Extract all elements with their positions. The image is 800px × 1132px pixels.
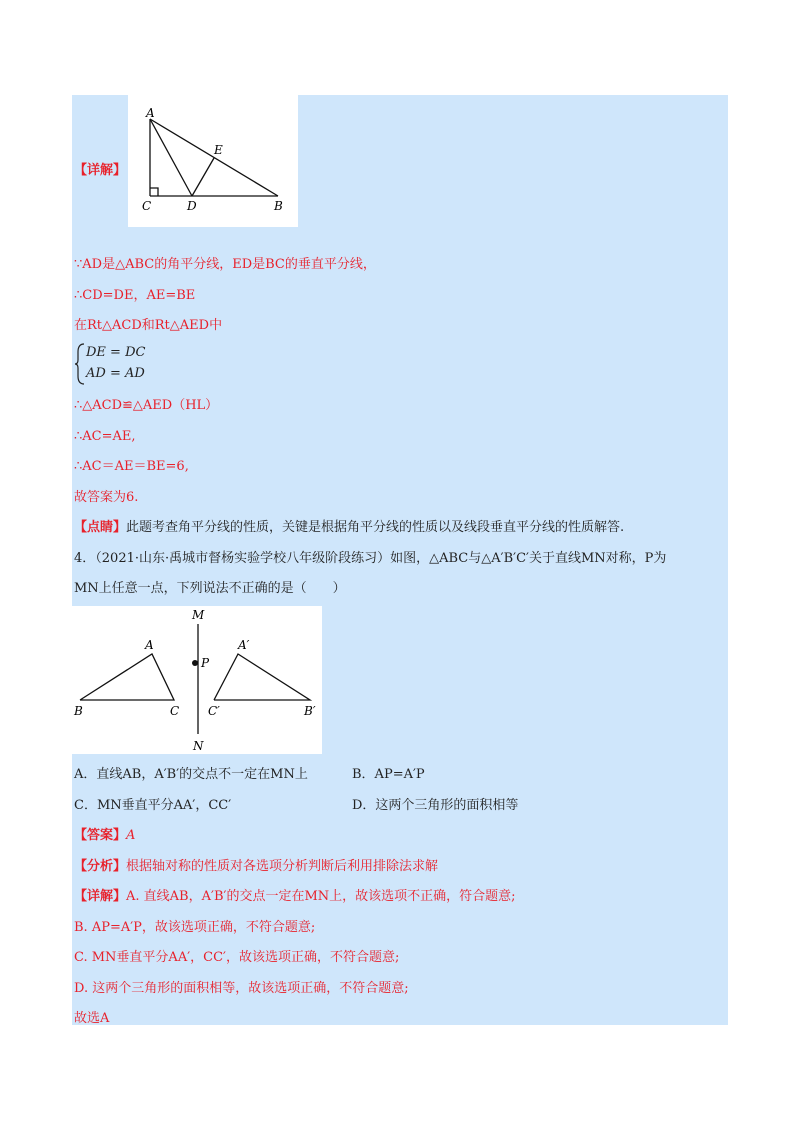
label-a: A — [145, 638, 154, 652]
sol-line-answer: 故答案为6. — [74, 490, 139, 505]
figure-triangle-abc-svg — [128, 95, 298, 227]
label-c-prime: C′ — [208, 704, 220, 718]
answer-value: A — [126, 828, 136, 843]
sol-line-1: ∵AD是△ABC的角平分线，ED是BC的垂直平分线， — [74, 257, 376, 272]
label-m: M — [192, 608, 205, 622]
triangle-a2b2c2 — [214, 654, 310, 700]
question4-line2: MN上任意一点，下列说法不正确的是（ ） — [74, 581, 346, 596]
detail2-line-c: C. MN垂直平分AA′，CC′，故该选项正确，不符合题意; — [74, 950, 400, 965]
equation-2: AD = AD — [86, 366, 145, 381]
label-a-prime: A′ — [238, 638, 250, 652]
sol-line-ac-ae: ∴AC=AE, — [74, 429, 136, 444]
label-e: E — [214, 143, 223, 157]
detail-label-1: 【详解】 — [74, 163, 127, 178]
option-c: C．MN垂直平分AA′，CC′ — [74, 798, 232, 813]
option-b: B．AP=A′P — [352, 767, 425, 782]
answer-label: 【答案】 — [74, 828, 127, 843]
point-p — [192, 660, 198, 666]
label-n: N — [193, 739, 204, 753]
detail2-label: 【详解】 — [74, 889, 127, 904]
right-angle-mark — [150, 188, 158, 196]
option-d: D．这两个三角形的面积相等 — [352, 798, 519, 813]
detail2-line-d: D. 这两个三角形的面积相等，故该选项正确，不符合题意; — [74, 981, 409, 996]
brace-icon — [74, 342, 86, 386]
dianjing-label: 【点睛】 — [74, 520, 127, 535]
question4-line1: 4．（2021·山东·禹城市督杨实验学校八年级阶段练习）如图，△ABC与△A′B′C′关于直线MN对称，P为 — [74, 551, 667, 566]
label-b: B — [74, 704, 83, 718]
option-a: A．直线AB，A′B′的交点不一定在MN上 — [74, 767, 308, 782]
detail2-line-a: A. 直线AB，A′B′的交点一定在MN上，故该选项不正确，符合题意; — [126, 889, 516, 904]
label-b: B — [274, 199, 283, 213]
answer-row — [74, 827, 135, 845]
label-p: P — [201, 656, 210, 670]
segment-de — [192, 158, 214, 196]
sol-line-result: ∴AC＝AE＝BE=6, — [74, 459, 189, 474]
detail2-row — [74, 888, 516, 906]
equation-system — [74, 342, 194, 386]
label-c: C — [170, 704, 180, 718]
sol-line-3: 在Rt△ACD和Rt△AED中 — [74, 318, 223, 333]
segment-ad — [150, 119, 192, 196]
label-a: A — [146, 106, 155, 120]
label-c: C — [142, 199, 152, 213]
label-d: D — [187, 199, 197, 213]
label-b-prime: B′ — [304, 704, 316, 718]
segment-ab — [150, 119, 278, 196]
figure-triangle-abc — [128, 95, 298, 227]
dianjing-text: 此题考查角平分线的性质，关键是根据角平分线的性质以及线段垂直平分线的性质解答. — [126, 520, 625, 535]
figure-symmetry — [72, 606, 322, 754]
analysis-label: 【分析】 — [74, 859, 127, 874]
equation-1: DE = DC — [86, 345, 146, 360]
detail2-line-b: B. AP=A′P，故该选项正确，不符合题意; — [74, 920, 316, 935]
analysis-text: 根据轴对称的性质对各选项分析判断后利用排除法求解 — [126, 859, 439, 874]
sol-line-2: ∴CD=DE，AE=BE — [74, 288, 196, 303]
figure-symmetry-svg — [72, 606, 322, 754]
analysis-row — [74, 858, 438, 876]
sol-line-congruent: ∴△ACD≌△AED（HL） — [74, 398, 219, 413]
dianjing-row — [74, 519, 624, 537]
detail2-line-final: 故选A — [74, 1011, 110, 1026]
triangle-abc — [80, 654, 174, 700]
